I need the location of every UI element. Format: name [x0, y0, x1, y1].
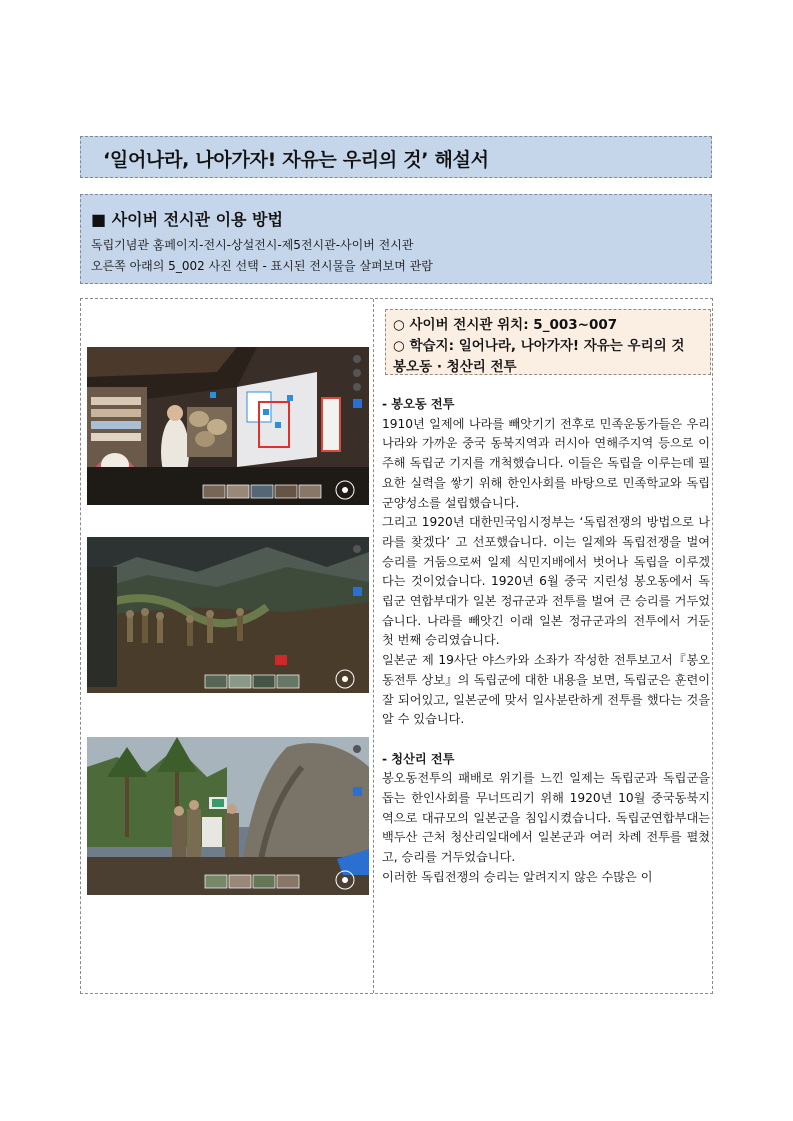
usage-instruction-text: 오른쪽 아래의 5_002 사진 선택 - 표시된 전시물을 살펴보며 관람	[91, 259, 433, 273]
bongodong-paragraph-2: 그리고 1920년 대한민국임시정부는 ‘독립전쟁의 방법으로 나라를 찾겠다’ 고 선포했습니다. 이는 일제와 독립전쟁을 벌여 승리를 거둠으로써 일제 식민지배에서 벗어나 독립을 이루겠다는 것이었습니다. 1920년 6월 중국 지린성 봉오동에서 독립군 연합부대가 일본 정규군과 전투를 벌여 큰 승리를 거두었습니다. 나라를 빼앗긴 이래 일본 정규군과의 전투에서 거둔 첫 번째 승리였습니다.	[382, 515, 710, 648]
cheongsanri-paragraph-2: 이러한 독립전쟁의 승리는 알려지지 않은 수많은 이	[382, 869, 653, 884]
usage-path-text: 독립기념관 홈페이지-전시-상설전시-제5전시관-사이버 전시관	[91, 238, 414, 252]
exhibit-location-box	[385, 309, 711, 375]
location-line-2: ○ 학습지: 일어나라, 나아가자! 자유는 우리의 것	[393, 338, 685, 354]
cyber-exhibit-photo-3	[87, 737, 369, 895]
location-line-3: 봉오동 · 청산리 전투	[393, 359, 517, 375]
cheongsanri-heading: - 청산리 전투	[382, 751, 455, 766]
cheongsanri-paragraph-1: 봉오동전투의 패배로 위기를 느낀 일제는 독립군과 독립군을 돕는 한인사회를 무너뜨리기 위해 1920년 10월 중국동북지역으로 대규모의 일본군을 침입시켰습니다. 독립군연합부대는 백두산 근처 청산리일대에서 일본군과 여러 차례 전투를 펼쳤고, 승리를 거두었습니다.	[382, 771, 710, 865]
explanation-text	[382, 395, 710, 888]
bongodong-paragraph-1: 1910년 일제에 나라를 빼앗기기 전후로 민족운동가들은 우리나라와 가까운 중국 동북지역과 러시아 연해주지역 등으로 이주해 독립군 기지를 개척했습니다. 이들은 독립을 이루는데 필요한 실력을 쌓기 위해 한인사회를 바탕으로 민족학교와 독립군양성소를 설립했습니다.	[382, 416, 710, 510]
title-banner	[80, 136, 712, 178]
usage-heading: ■ 사이버 전시관 이용 방법	[91, 210, 283, 229]
bongodong-paragraph-3: 일본군 제 19사단 야스카와 소좌가 작성한 전투보고서『봉오동전투 상보』의 독립군에 대한 내용을 보면, 독립군은 훈련이 잘 되어있고, 일본군에 맞서 일사분란하게 전투를 했다는 것을 알 수 있습니다.	[382, 653, 710, 727]
bongodong-heading: - 봉오동 전투	[382, 397, 455, 411]
content-table	[80, 298, 713, 994]
document-title: ‘일어나라, 나아가자! 자유는 우리의 것’ 해설서	[103, 149, 489, 171]
column-divider	[373, 299, 374, 993]
cyber-exhibit-photo-1	[87, 347, 369, 505]
usage-guide-box	[80, 194, 712, 284]
cyber-exhibit-photo-2	[87, 537, 369, 693]
location-line-1: ○ 사이버 전시관 위치: 5_003~007	[393, 317, 618, 333]
